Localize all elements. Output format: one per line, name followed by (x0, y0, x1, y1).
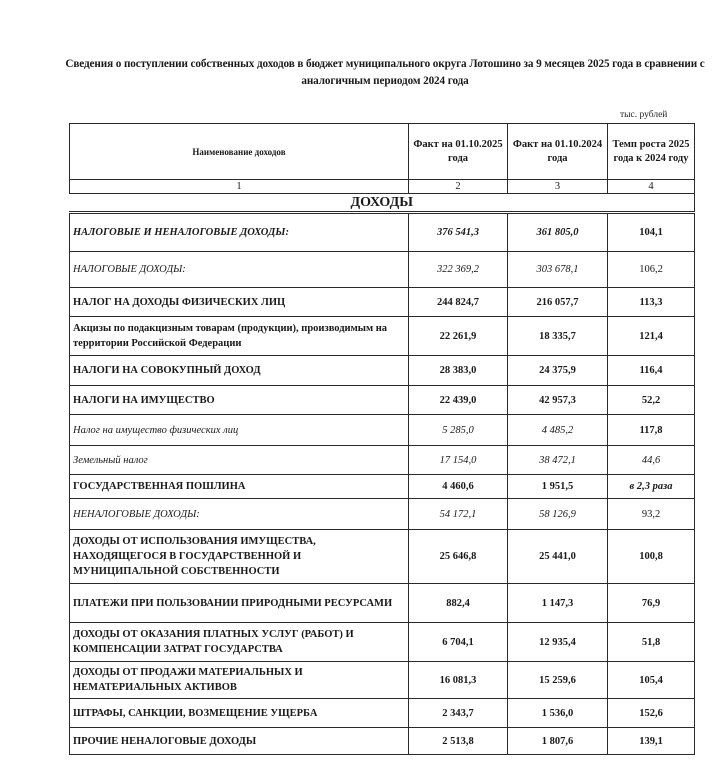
table-row (70, 623, 695, 662)
column-number: 1 (70, 180, 409, 194)
header-growth: Темп роста 2025 года к 2024 году (608, 124, 695, 180)
row-fact-2024: 303 678,1 (508, 252, 608, 288)
table-row (70, 728, 695, 755)
row-fact-2025: 54 172,1 (409, 499, 508, 530)
row-fact-2025: 16 081,3 (409, 662, 508, 699)
section-row (70, 194, 695, 213)
row-growth: 93,2 (608, 499, 695, 530)
column-number: 4 (608, 180, 695, 194)
table-row (70, 317, 695, 356)
row-fact-2024: 15 259,6 (508, 662, 608, 699)
table-row (70, 213, 695, 252)
row-name: ПЛАТЕЖИ ПРИ ПОЛЬЗОВАНИИ ПРИРОДНЫМИ РЕСУРСАМИ (70, 584, 409, 623)
row-fact-2025: 28 383,0 (409, 356, 508, 386)
header-fact-2024: Факт на 01.10.2024 года (508, 124, 608, 180)
row-name: НЕНАЛОГОВЫЕ ДОХОДЫ: (70, 499, 409, 530)
table-row (70, 662, 695, 699)
table-row (70, 386, 695, 415)
table-row (70, 499, 695, 530)
row-fact-2024: 1 807,6 (508, 728, 608, 755)
row-name: ПРОЧИЕ НЕНАЛОГОВЫЕ ДОХОДЫ (70, 728, 409, 755)
row-fact-2024: 25 441,0 (508, 530, 608, 584)
row-name: НАЛОГИ НА СОВОКУПНЫЙ ДОХОД (70, 356, 409, 386)
row-fact-2025: 322 369,2 (409, 252, 508, 288)
row-growth: 139,1 (608, 728, 695, 755)
row-fact-2025: 376 541,3 (409, 213, 508, 252)
row-growth: 105,4 (608, 662, 695, 699)
document-title: Сведения о поступлении собственных доходов в бюджет муниципального округа Лотошино за 9 месяцев 2025 года в сравнении с аналогичным периодом 2024 года (65, 58, 705, 87)
row-fact-2024: 12 935,4 (508, 623, 608, 662)
table-header-row (70, 124, 695, 180)
table-row (70, 252, 695, 288)
row-growth: 52,2 (608, 386, 695, 415)
row-fact-2025: 25 646,8 (409, 530, 508, 584)
row-name: ДОХОДЫ ОТ ОКАЗАНИЯ ПЛАТНЫХ УСЛУГ (РАБОТ) И КОМПЕНСАЦИИ ЗАТРАТ ГОСУДАРСТВА (70, 623, 409, 662)
row-fact-2025: 2 343,7 (409, 699, 508, 728)
row-fact-2024: 1 147,3 (508, 584, 608, 623)
row-fact-2025: 17 154,0 (409, 446, 508, 475)
row-fact-2025: 882,4 (409, 584, 508, 623)
row-fact-2024: 24 375,9 (508, 356, 608, 386)
row-name: НАЛОГИ НА ИМУЩЕСТВО (70, 386, 409, 415)
row-growth: 76,9 (608, 584, 695, 623)
row-name: ШТРАФЫ, САНКЦИИ, ВОЗМЕЩЕНИЕ УЩЕРБА (70, 699, 409, 728)
row-fact-2024: 4 485,2 (508, 415, 608, 446)
row-fact-2024: 361 805,0 (508, 213, 608, 252)
row-name: Налог на имущество физических лиц (70, 415, 409, 446)
row-fact-2025: 6 704,1 (409, 623, 508, 662)
row-growth: 51,8 (608, 623, 695, 662)
row-name: ДОХОДЫ ОТ ПРОДАЖИ МАТЕРИАЛЬНЫХ И НЕМАТЕРИАЛЬНЫХ АКТИВОВ (70, 662, 409, 699)
table-row (70, 530, 695, 584)
row-name: ГОСУДАРСТВЕННАЯ ПОШЛИНА (70, 475, 409, 499)
row-growth: 44,6 (608, 446, 695, 475)
row-growth: в 2,3 раза (608, 475, 695, 499)
table-row (70, 356, 695, 386)
row-growth: 104,1 (608, 213, 695, 252)
table-row (70, 584, 695, 623)
row-fact-2025: 2 513,8 (409, 728, 508, 755)
row-fact-2025: 22 439,0 (409, 386, 508, 415)
row-name: НАЛОГ НА ДОХОДЫ ФИЗИЧЕСКИХ ЛИЦ (70, 288, 409, 317)
header-fact-2025: Факт на 01.10.2025 года (409, 124, 508, 180)
table-row (70, 699, 695, 728)
header-name: Наименование доходов (70, 124, 409, 180)
row-growth: 116,4 (608, 356, 695, 386)
row-fact-2025: 244 824,7 (409, 288, 508, 317)
table-row (70, 475, 695, 499)
section-title: ДОХОДЫ (70, 194, 695, 213)
row-fact-2025: 4 460,6 (409, 475, 508, 499)
row-fact-2025: 22 261,9 (409, 317, 508, 356)
row-fact-2024: 1 536,0 (508, 699, 608, 728)
row-growth: 106,2 (608, 252, 695, 288)
row-name: ДОХОДЫ ОТ ИСПОЛЬЗОВАНИЯ ИМУЩЕСТВА, НАХОДЯЩЕГОСЯ В ГОСУДАРСТВЕННОЙ И МУНИЦИПАЛЬНОЙ СОБСТВЕННОСТИ (70, 530, 409, 584)
row-fact-2024: 18 335,7 (508, 317, 608, 356)
row-name: НАЛОГОВЫЕ И НЕНАЛОГОВЫЕ ДОХОДЫ: (70, 213, 409, 252)
units-label: тыс. рублей (620, 110, 668, 120)
row-name: Акцизы по подакцизным товарам (продукции), производимым на территории Российской Федерации (70, 317, 409, 356)
row-fact-2025: 5 285,0 (409, 415, 508, 446)
row-growth: 100,8 (608, 530, 695, 584)
column-number-row (70, 180, 695, 194)
row-fact-2024: 58 126,9 (508, 499, 608, 530)
table-row (70, 446, 695, 475)
table-row (70, 288, 695, 317)
column-number: 2 (409, 180, 508, 194)
row-growth: 117,8 (608, 415, 695, 446)
row-fact-2024: 42 957,3 (508, 386, 608, 415)
row-fact-2024: 1 951,5 (508, 475, 608, 499)
row-fact-2024: 216 057,7 (508, 288, 608, 317)
row-growth: 152,6 (608, 699, 695, 728)
income-table (69, 123, 695, 755)
row-fact-2024: 38 472,1 (508, 446, 608, 475)
row-name: НАЛОГОВЫЕ ДОХОДЫ: (70, 252, 409, 288)
row-growth: 121,4 (608, 317, 695, 356)
table-row (70, 415, 695, 446)
row-growth: 113,3 (608, 288, 695, 317)
column-number: 3 (508, 180, 608, 194)
row-name: Земельный налог (70, 446, 409, 475)
